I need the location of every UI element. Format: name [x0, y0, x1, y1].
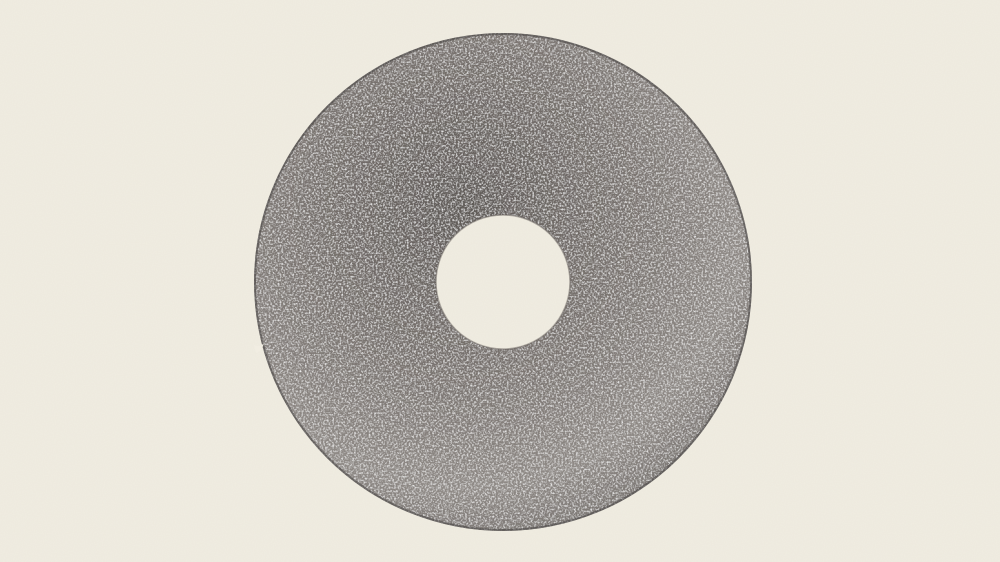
bi-disc-icon — [254, 33, 752, 531]
disc-body — [254, 33, 752, 531]
